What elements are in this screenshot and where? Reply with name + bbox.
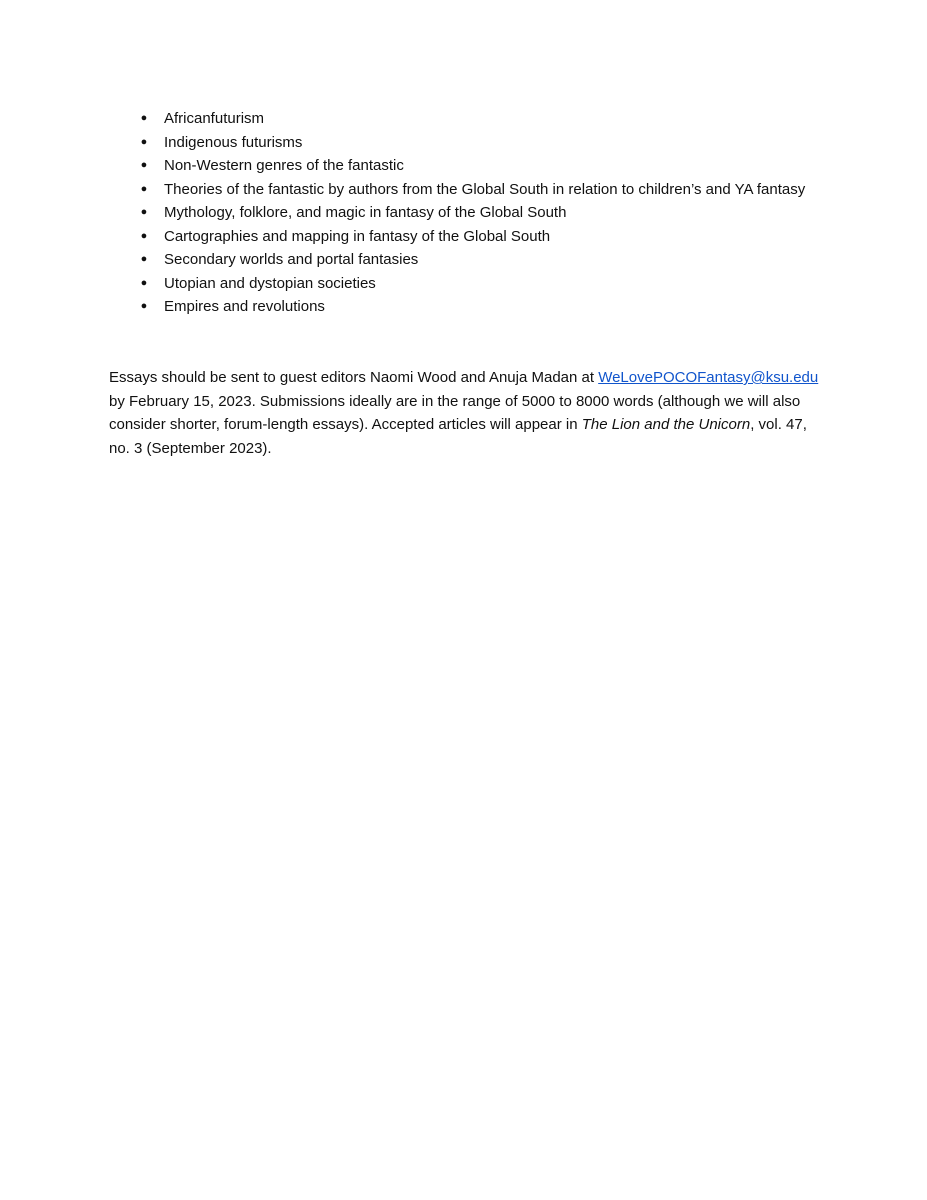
- topic-text: Indigenous futurisms: [164, 133, 303, 151]
- topic-text: Empires and revolutions: [164, 298, 325, 315]
- list-item: [137, 295, 857, 319]
- submission-text-intro: Essays should be sent to guest editors Naomi Wood and Anuja Madan at: [109, 369, 599, 386]
- submission-text-details: by February 15, 2023. Submissions ideally are in the range of 5000 to 8000 words (although we will also consider shorter, forum-length essays). Accepted articles will appear in: [109, 392, 801, 433]
- topic-text: Utopian and dystopian societies: [164, 274, 376, 292]
- bullet-icon: ●: [140, 253, 148, 265]
- bullet-icon: ●: [140, 182, 148, 195]
- topic-text: Non-Western genres of the fantastic: [164, 157, 404, 174]
- journal-title: The Lion and the Unicorn: [581, 416, 751, 433]
- topic-list: [137, 107, 857, 319]
- bullet-icon: ●: [140, 206, 148, 218]
- topic-text: Secondary worlds and portal fantasies: [164, 251, 419, 268]
- bullet-icon: ●: [140, 276, 148, 289]
- topic-text: Africanfuturism: [164, 110, 265, 127]
- bullet-icon: ●: [140, 159, 148, 171]
- bullet-icon: ●: [140, 300, 148, 312]
- list-item: [137, 248, 857, 272]
- topic-text: Mythology, folklore, and magic in fantasy of the Global South: [164, 204, 567, 221]
- list-item: [137, 107, 857, 131]
- email-link[interactable]: WeLovePOCOFantasy@ksu.edu: [598, 369, 819, 386]
- topic-text: Theories of the fantastic by authors from the Global South in relation to children’s and YA fantasy: [164, 180, 806, 198]
- bullet-icon: ●: [140, 229, 148, 242]
- bullet-icon: ●: [140, 112, 148, 124]
- list-item: [137, 272, 857, 296]
- submission-text-issue: , vol. 47, no. 3 (September 2023).: [109, 416, 807, 457]
- list-item: [137, 131, 857, 155]
- list-item: [137, 225, 857, 249]
- topic-text: Cartographies and mapping in fantasy of the Global South: [164, 227, 551, 245]
- list-item: [137, 154, 857, 178]
- list-item: [137, 201, 857, 225]
- bullet-icon: ●: [140, 135, 148, 148]
- submission-paragraph: [109, 366, 829, 460]
- list-item: [137, 178, 857, 202]
